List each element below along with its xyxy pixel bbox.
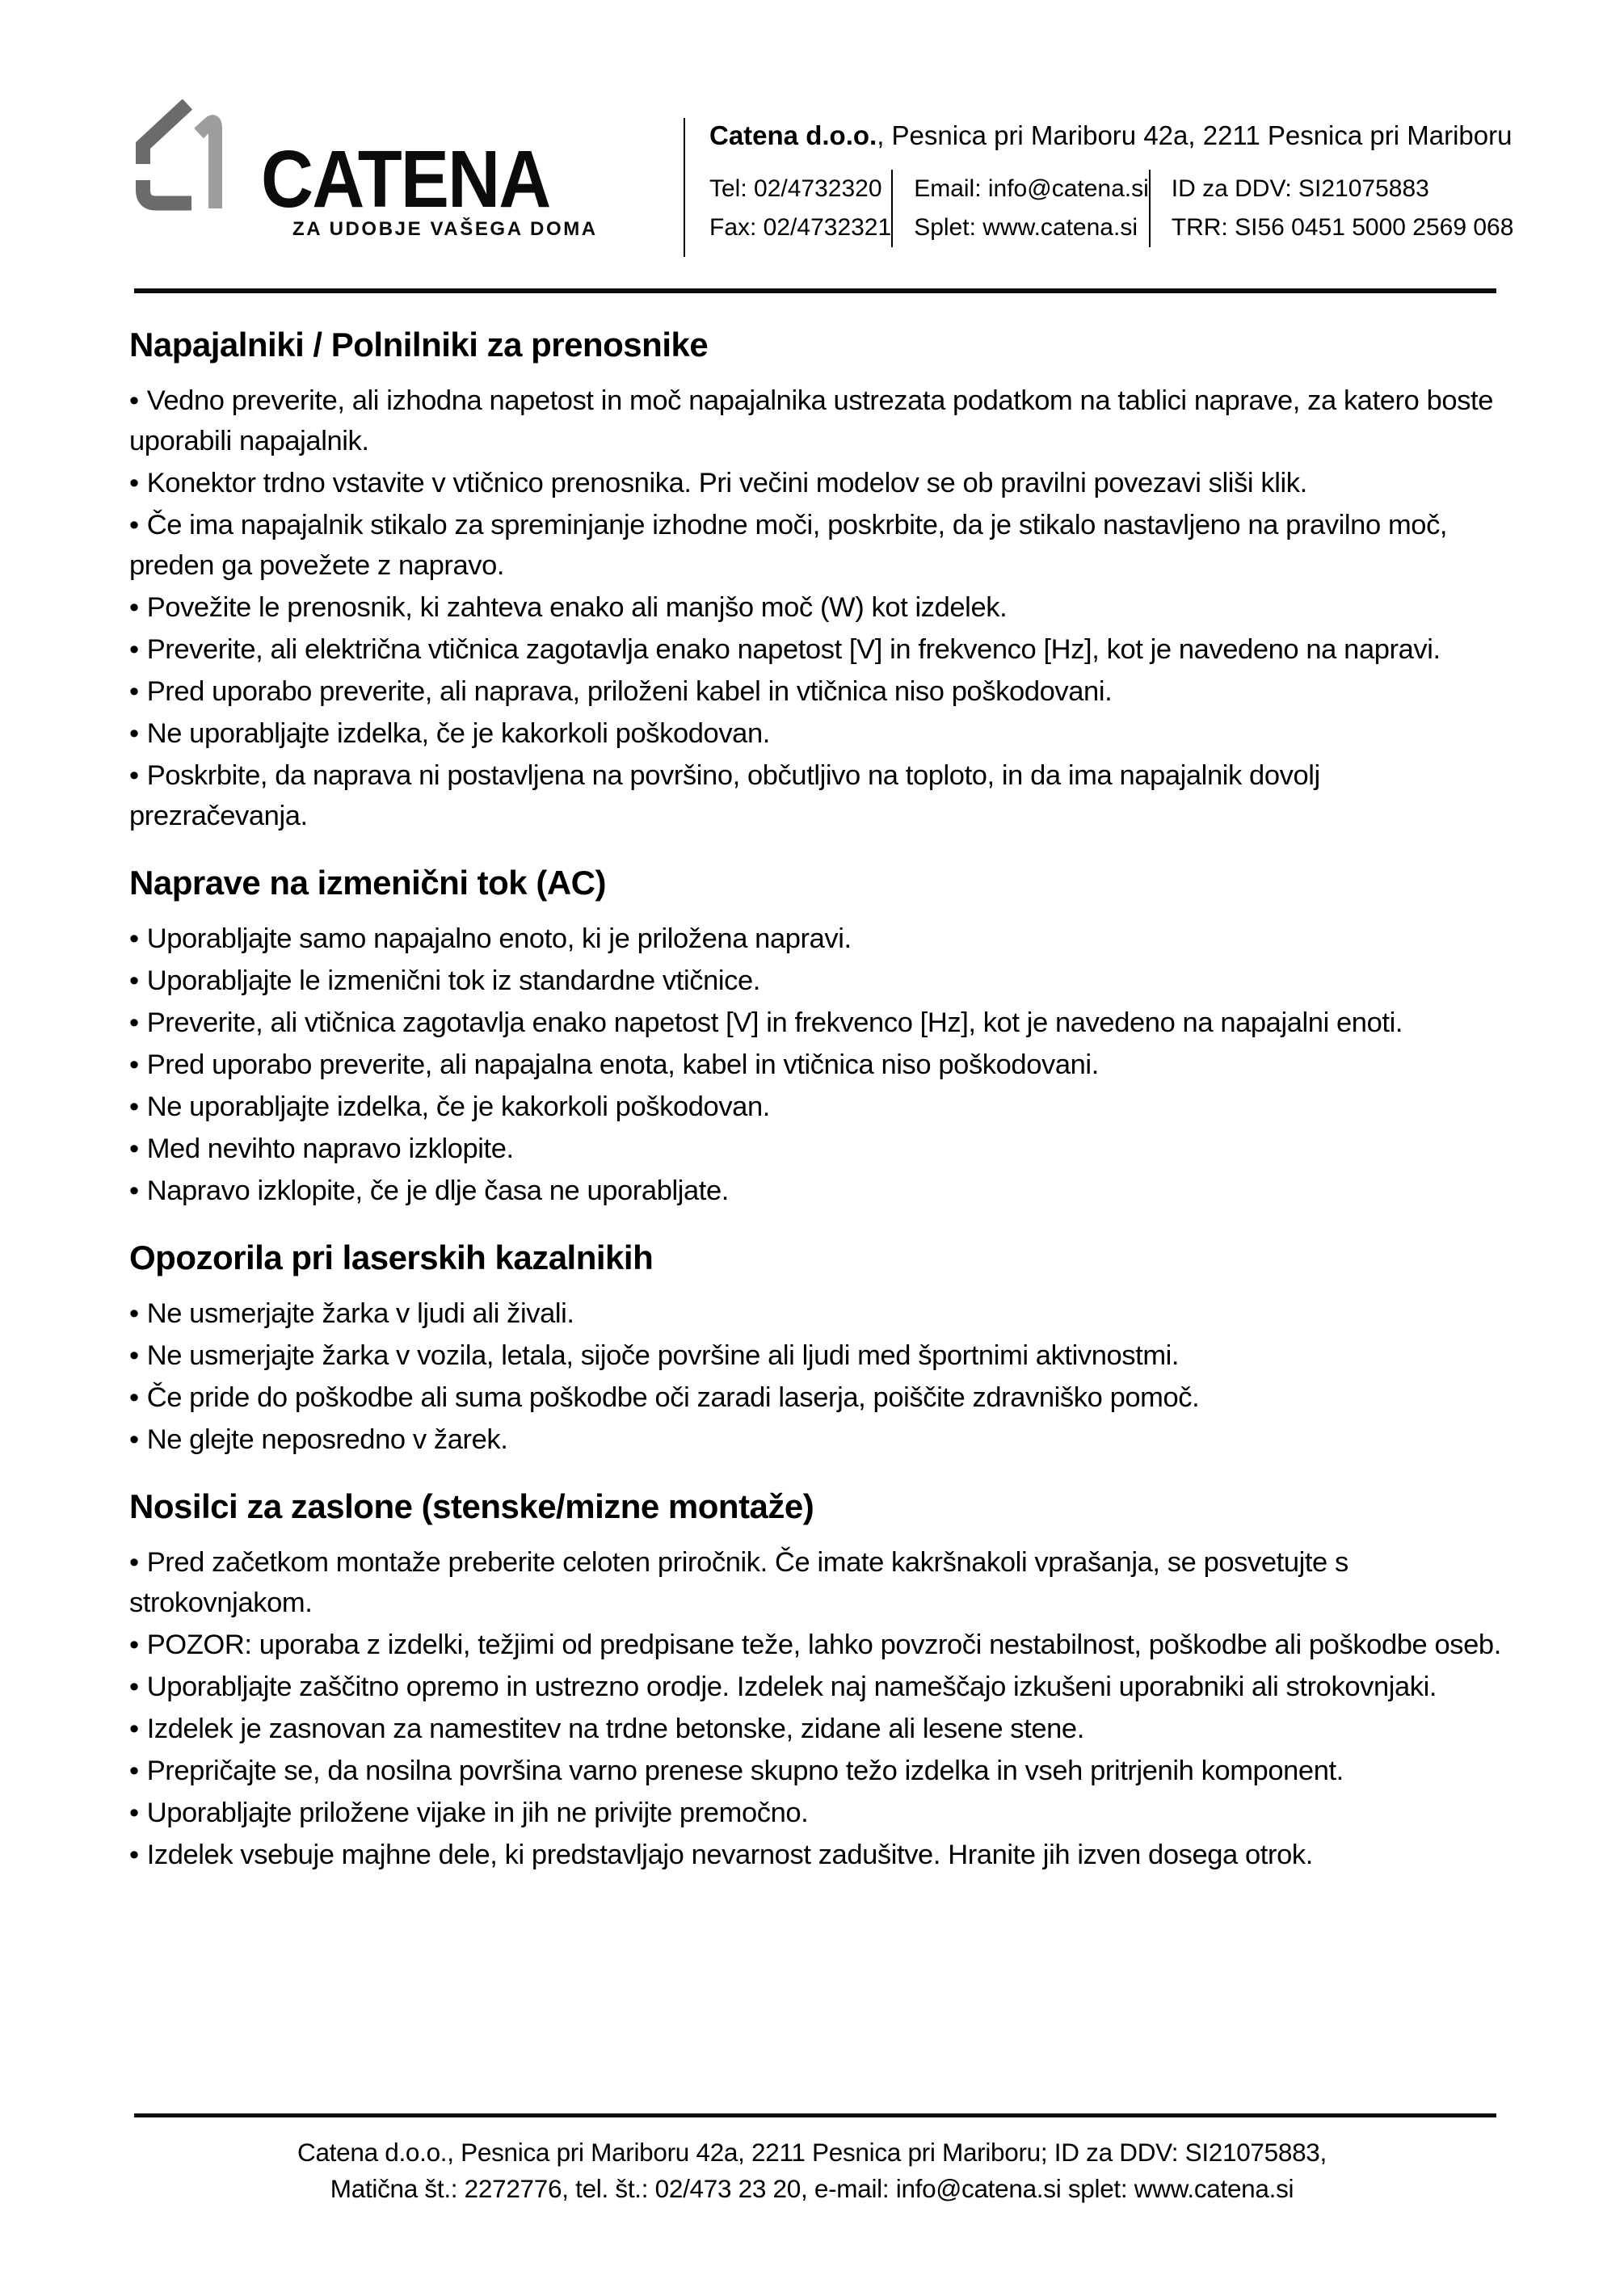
bullet-marker: •: [129, 1340, 139, 1371]
house-logo-icon: [136, 99, 222, 211]
bullet-marker: •: [129, 385, 139, 416]
bullet-text: Konektor trdno vstavite v vtičnico prenosnika. Pri večini modelov se ob pravilni povezavi sliši klik.: [146, 468, 1307, 498]
bullet-text: Izdelek vsebuje majhne dele, ki predstavljajo nevarnost zadušitve. Hranite jih izven dosega otrok.: [146, 1840, 1313, 1870]
bullet-text: Ne glejte neposredno v žarek.: [146, 1424, 508, 1455]
bullet-text: Uporabljajte le izmenični tok iz standardne vtičnice.: [146, 965, 760, 996]
bullet-item: [129, 1625, 1501, 1665]
bullet-marker: •: [129, 1424, 139, 1455]
header-vertical-divider: [684, 118, 685, 257]
bullet-marker: •: [129, 1672, 139, 1702]
bullet-text: Uporabljajte priložene vijake in jih ne privijte premočno.: [146, 1798, 809, 1828]
bullet-item: [129, 629, 1501, 670]
bullet-text: Pred začetkom montaže preberite celoten priročnik. Če imate kakršnakoli vprašanja, se posvetujte s strokovnjakom.: [129, 1547, 1348, 1618]
bullet-text: Ne uporabljajte izdelka, če je kakorkoli poškodovan.: [146, 718, 770, 749]
contact-email: Email: info@catena.si: [914, 175, 1149, 202]
section-title: Naprave na izmenični tok (AC): [129, 864, 606, 902]
bullet-text: Prepričajte se, da nosilna površina varno prenese skupno težo izdelka in vseh pritrjenih komponent.: [146, 1756, 1344, 1786]
bullet-marker: •: [129, 1714, 139, 1744]
bullet-item: [129, 919, 1501, 959]
bullet-marker: •: [129, 592, 139, 623]
bullet-item: [129, 1171, 1501, 1211]
bullet-item: [129, 755, 1501, 836]
bullet-marker: •: [129, 468, 139, 498]
house-logo-light-wall: [199, 122, 216, 208]
bullet-text: Če ima napajalnik stikalo za spreminjanje izhodne moči, poskrbite, da je stikalo nastavljeno na pravilno moč, preden ga povežete z napravo.: [129, 510, 1448, 581]
bullet-marker: •: [129, 1175, 139, 1206]
bullet-text: Napravo izklopite, če je dlje časa ne uporabljate.: [146, 1175, 729, 1206]
bullet-text: Vedno preverite, ali izhodna napetost in moč napajalnika ustrezata podatkom na tablici naprave, za katero boste uporabili napajalnik.: [129, 385, 1494, 456]
contact-grid: [709, 170, 1514, 247]
contact-block: [709, 120, 1514, 247]
contact-col-registry: [1149, 170, 1514, 247]
footer-line-2: Matična št.: 2272776, tel. št.: 02/473 23 20, e-mail: info@catena.si splet: www.catena.si: [330, 2174, 1294, 2203]
bullet-item: [129, 1751, 1501, 1791]
bullet-item: [129, 961, 1501, 1001]
bullet-marker: •: [129, 1133, 139, 1164]
contact-address-rest: , Pesnica pri Mariboru 42a, 2211 Pesnica pri Mariboru: [877, 120, 1513, 150]
bullet-marker: •: [129, 760, 139, 791]
bullet-item: [129, 1087, 1501, 1127]
footer-line-1: Catena d.o.o., Pesnica pri Mariboru 42a, 2211 Pesnica pri Mariboru; ID za DDV: SI21075883,: [297, 2138, 1327, 2167]
contact-address-line: [709, 120, 1513, 152]
document-section: [129, 865, 1501, 1211]
bullet-text: Ne usmerjajte žarka v vozila, letala, sijoče površine ali ljudi med športnimi aktivnostmi.: [146, 1340, 1180, 1371]
bullet-text: Preverite, ali električna vtičnica zagotavlja enako napetost [V] in frekvenco [Hz], kot je navedeno na napravi.: [146, 634, 1441, 665]
bullet-text: Izdelek je zasnovan za namestitev na trdne betonske, zidane ali lesene stene.: [146, 1714, 1084, 1744]
contact-col-online: [891, 170, 1149, 247]
bullet-item: [129, 713, 1501, 754]
bullet-marker: •: [129, 1007, 139, 1038]
bullet-item: [129, 1377, 1501, 1418]
bullet-marker: •: [129, 965, 139, 996]
contact-col-phone: [709, 170, 891, 247]
house-logo-dark-roof: [143, 104, 187, 164]
bullet-item: [129, 587, 1501, 628]
contact-tel: Tel: 02/4732320: [709, 175, 882, 202]
bullet-marker: •: [129, 718, 139, 749]
bullet-item: [129, 381, 1501, 461]
page-footer: [0, 2134, 1624, 2207]
bullet-text: Pred uporabo preverite, ali napajalna enota, kabel in vtičnica niso poškodovani.: [146, 1049, 1099, 1080]
bullet-item: [129, 1542, 1501, 1623]
document-section: [129, 327, 1501, 836]
bullet-marker: •: [129, 1298, 139, 1329]
bullet-item: [129, 1293, 1501, 1334]
bullet-item: [129, 505, 1501, 586]
bullet-item: [129, 1003, 1501, 1043]
house-logo-dark-base: [143, 180, 191, 204]
contact-company-name: Catena d.o.o.: [709, 120, 877, 150]
document-section: [129, 1240, 1501, 1460]
bullet-text: Poskrbite, da naprava ni postavljena na površino, občutljivo na toploto, in da ima napajalnik dovolj prezračevanja.: [129, 760, 1320, 831]
bullet-marker: •: [129, 1547, 139, 1578]
document-body: [129, 327, 1501, 1877]
brand-wordmark: CATENA: [261, 134, 550, 225]
bullet-list: [129, 381, 1501, 836]
bullet-item: [129, 463, 1501, 503]
bullet-text: Uporabljajte zaščitno opremo in ustrezno orodje. Izdelek naj nameščajo izkušeni uporabniki ali strokovnjaki.: [146, 1672, 1437, 1702]
contact-bank-account: TRR: SI56 0451 5000 2569 068: [1171, 214, 1514, 241]
bullet-text: Povežite le prenosnik, ki zahteva enako ali manjšo moč (W) kot izdelek.: [146, 592, 1008, 623]
bullet-text: Uporabljajte samo napajalno enoto, ki je priložena napravi.: [146, 923, 852, 954]
contact-web: Splet: www.catena.si: [914, 214, 1138, 241]
bullet-list: [129, 1542, 1501, 1875]
bullet-item: [129, 1335, 1501, 1376]
section-title: Napajalniki / Polnilniki za prenosnike: [129, 326, 709, 364]
bullet-text: POZOR: uporaba z izdelki, težjimi od predpisane teže, lahko povzroči nestabilnost, poškodbe ali poškodbe oseb.: [146, 1629, 1501, 1660]
bullet-marker: •: [129, 1840, 139, 1870]
header-rule: [134, 288, 1496, 293]
bullet-list: [129, 919, 1501, 1211]
bullet-item: [129, 1045, 1501, 1085]
bullet-text: Če pride do poškodbe ali suma poškodbe oči zaradi laserja, poiščite zdravniško pomoč.: [146, 1382, 1200, 1413]
bullet-text: Med nevihto napravo izklopite.: [146, 1133, 514, 1164]
document-section: [129, 1489, 1501, 1875]
bullet-text: Pred uporabo preverite, ali naprava, priloženi kabel in vtičnica niso poškodovani.: [146, 676, 1113, 707]
bullet-marker: •: [129, 1382, 139, 1413]
bullet-text: Preverite, ali vtičnica zagotavlja enako napetost [V] in frekvenco [Hz], kot je navedeno na napajalni enoti.: [146, 1007, 1403, 1038]
section-title: Opozorila pri laserskih kazalnikih: [129, 1238, 654, 1276]
bullet-marker: •: [129, 1091, 139, 1122]
bullet-text: Ne usmerjajte žarka v ljudi ali živali.: [146, 1298, 574, 1329]
bullet-item: [129, 1793, 1501, 1833]
footer-rule: [134, 2113, 1496, 2117]
contact-fax: Fax: 02/4732321: [709, 214, 892, 241]
bullet-item: [129, 1419, 1501, 1460]
bullet-item: [129, 1667, 1501, 1707]
bullet-marker: •: [129, 634, 139, 665]
contact-vat-id: ID za DDV: SI21075883: [1171, 175, 1429, 202]
bullet-marker: •: [129, 923, 139, 954]
bullet-item: [129, 1835, 1501, 1875]
bullet-item: [129, 1129, 1501, 1169]
bullet-marker: •: [129, 1756, 139, 1786]
bullet-item: [129, 1709, 1501, 1749]
bullet-text: Ne uporabljajte izdelka, če je kakorkoli poškodovan.: [146, 1091, 770, 1122]
bullet-marker: •: [129, 1798, 139, 1828]
brand-tagline: ZA UDOBJE VAŠEGA DOMA: [292, 218, 598, 240]
section-title: Nosilci za zaslone (stenske/mizne montaže): [129, 1487, 814, 1525]
bullet-marker: •: [129, 510, 139, 540]
bullet-marker: •: [129, 1629, 139, 1660]
bullet-marker: •: [129, 676, 139, 707]
bullet-item: [129, 671, 1501, 712]
bullet-list: [129, 1293, 1501, 1460]
bullet-marker: •: [129, 1049, 139, 1080]
